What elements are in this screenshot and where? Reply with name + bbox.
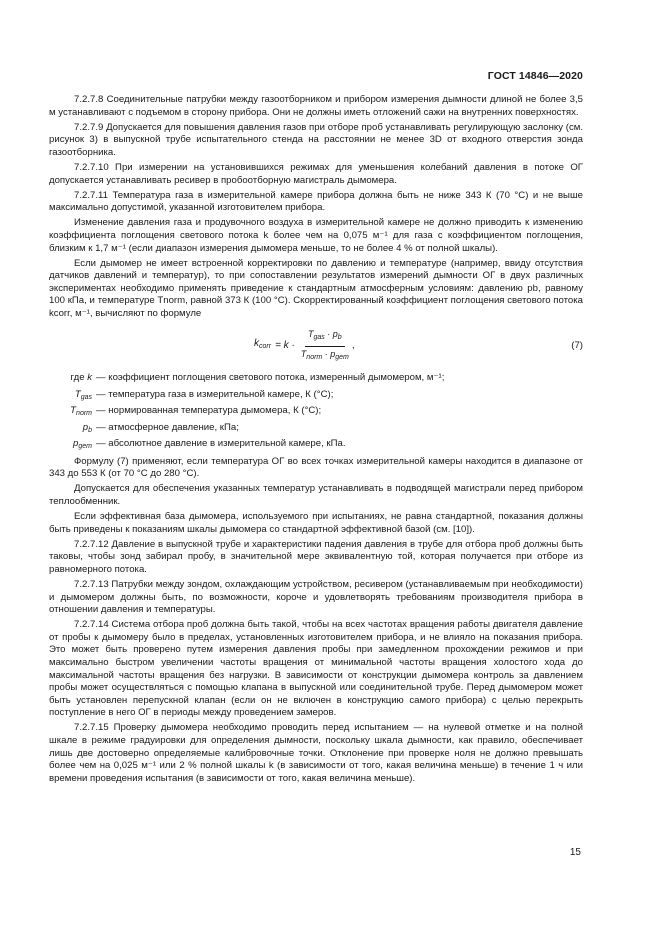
- formula-equals: = k ·: [275, 339, 295, 351]
- legend-prefix: где: [70, 372, 88, 384]
- formula-lhs: $k_{corr}$: [254, 338, 272, 351]
- standard-header: ГОСТ 14846—2020: [487, 70, 583, 82]
- legend-row: [49, 404, 583, 421]
- formula-number: (7): [571, 340, 583, 352]
- legend-row: [49, 371, 583, 388]
- legend-description: — температура газа в измерительной камере, К (°С);: [96, 388, 334, 400]
- legend-symbol: [49, 404, 96, 421]
- paragraphs-before: [49, 94, 583, 321]
- paragraph-p2: 7.2.7.9 Допускается для повышения давления газов при отборе проб устанавливать регулирующую заслонку (см. рисунок 3) в выпускной трубе испытательного стенда на расстоянии не менее 3D от входного отверстия зонда газоотборника.: [49, 121, 583, 158]
- formula-7: [254, 327, 355, 365]
- formula-fraction: [298, 328, 352, 364]
- paragraph-p6: Если дымомер не имеет встроенной корректировки по давлению и температуре (например, ввиду отсутствия датчиков давлений и температур), то при сопоставлении результатов измерений дымности ОГ в двух различных экспериментах необходимо применять приведение к стандартным атмосферным условиям: давлению pb, равному 100 кПа, и температуре Tnorm, равной 373 К (100 °С). Скорректированный коэффициент поглощения светового потока kcorr, м⁻¹, вычисляют по формуле: [49, 257, 583, 319]
- formula-legend: [49, 371, 583, 454]
- legend-symbol-subscript: gem: [78, 443, 92, 451]
- legend-description: — абсолютное давление в измерительной камере, кПа.: [96, 438, 346, 450]
- legend-symbol: [49, 371, 96, 388]
- legend-symbol-subscript: b: [88, 426, 92, 434]
- paragraph-p13: 7.2.7.15 Проверку дымомера необходимо проводить перед испытанием — на нулевой отметке и на полной шкале в режиме градуировки для определения дымности, поскольку шкала дымности, как правило, обеспечивает лишь две достоверно определяемые калибровочные точки. Отклонение при проверке ноля не должно превышать более чем на 0,025 м⁻¹ или 2 % полной шкалы k (в зависимости от того, какая величина меньше) в течение 1 ч или времени проведения испытания (в зависимости от того, какая величина меньше).: [49, 722, 583, 784]
- paragraph-p1: 7.2.7.8 Соединительные патрубки между газоотборником и прибором измерения дымности длиной не более 3,5 м устанавливают с подъемом в сторону прибора. Они не должны иметь отложений сажи на внутренних поверхностях.: [49, 94, 583, 118]
- paragraphs-after: [49, 456, 583, 786]
- formula-block: [49, 323, 583, 369]
- paragraph-p10: 7.2.7.12 Давление в выпускной трубе и характеристики падения давления в трубе для отбора проб должны быть таковы, чтобы зонд забирал пробу, в значительной мере эквивалентную той, которая получается при отборе из равномерного потока.: [49, 538, 583, 575]
- paragraph-p3: 7.2.7.10 При измерении на установившихся режимах для уменьшения колебаний давления в потоке ОГ допускается устанавливать ресивер в пробоотборную магистраль дымомера.: [49, 161, 583, 186]
- legend-description: — атмосферное давление, кПа;: [96, 421, 239, 433]
- legend-symbol-subscript: gas: [80, 393, 92, 401]
- document-body: [49, 94, 583, 788]
- legend-symbol: [49, 388, 96, 405]
- paragraph-p7: Формулу (7) применяют, если температура ОГ во всех точках измерительной камеры находится в диапазоне от 343 до 553 К (от 70 °С до 280 °С).: [49, 455, 583, 480]
- legend-symbol-letter: T: [74, 388, 81, 400]
- legend-symbol-letter: p: [73, 438, 79, 450]
- formula-numerator: $T_{gas} \cdot p_b$: [305, 328, 345, 347]
- legend-row: [49, 388, 583, 405]
- legend-symbol-letter: T: [70, 405, 77, 417]
- legend-symbol: [49, 421, 96, 438]
- paragraph-p8: Допускается для обеспечения указанных температур устанавливать в подводящей магистрали перед прибором теплообменник.: [49, 483, 583, 507]
- formula-denominator: $T_{norm} \cdot p_{gem}$: [300, 348, 349, 361]
- page-number: 15: [569, 847, 581, 858]
- legend-symbol-subscript: norm: [76, 410, 92, 418]
- legend-description: — коэффициент поглощения светового потока, измеренный дымомером, м⁻¹;: [96, 372, 445, 384]
- legend-row: [49, 421, 583, 438]
- legend-symbol-letter: k: [87, 372, 92, 384]
- paragraph-p11: 7.2.7.13 Патрубки между зондом, охлаждающим устройством, ресивером (устанавливаемым при необходимости) и дымомером должны быть, по возможности, короче и удовлетворять требованиям производителя прибора в отношении давления и температуры.: [49, 578, 583, 616]
- legend-symbol-letter: p: [82, 421, 89, 433]
- legend-description: — нормированная температура дымомера, К (°С);: [96, 405, 322, 417]
- legend-symbol: [49, 437, 96, 454]
- paragraph-p12: 7.2.7.14 Система отбора проб должна быть такой, чтобы на всех частотах вращения работы двигателя давление от пробы к дымомеру было в пределах, установленных изготовителем прибора, и не влияло на показания прибора. Это может быть проверено путем измерения давления пробы при замедленном прохождении режимов и при максимально быстром увеличении частоты вращения от минимальной частоты вращения холостого хода до максимальной частоты вращения без нагрузки. В зависимости от конструкции дымомера контроль за давлением пробы может осуществляться с помощью клапана в выпускной или соединительной трубе. Перед дымомером может быть установлен перепускной клапан (если он не включен в конструкцию самого прибора) с целью перекрыть поступление в него ОГ в периоды между проведением замеров.: [49, 619, 583, 719]
- legend-row: [49, 437, 583, 454]
- paragraph-p4: 7.2.7.11 Температура газа в измерительной камере прибора должна быть не ниже 343 К (70 °С) и не выше максимально допустимой, указанной изготовителем прибора.: [49, 189, 583, 214]
- formula-trail: ,: [351, 339, 355, 351]
- paragraph-p5: Изменение давления газа и продувочного воздуха в измерительной камере не должно приводить к изменению коэффициента поглощения светового потока k более чем на 0,075 м⁻¹ для газа с коэффициентом поглощения, близким к 1,7 м⁻¹ (если диапазон измерения дымомера меньше, то не более 4 % от полной шкалы).: [49, 217, 583, 254]
- paragraph-p9: Если эффективная база дымомера, используемого при испытаниях, не равна стандартной, показания должны быть приведены к показаниям шкалы дымомера со стандартной эффективной базой (см. [10]).: [49, 510, 583, 535]
